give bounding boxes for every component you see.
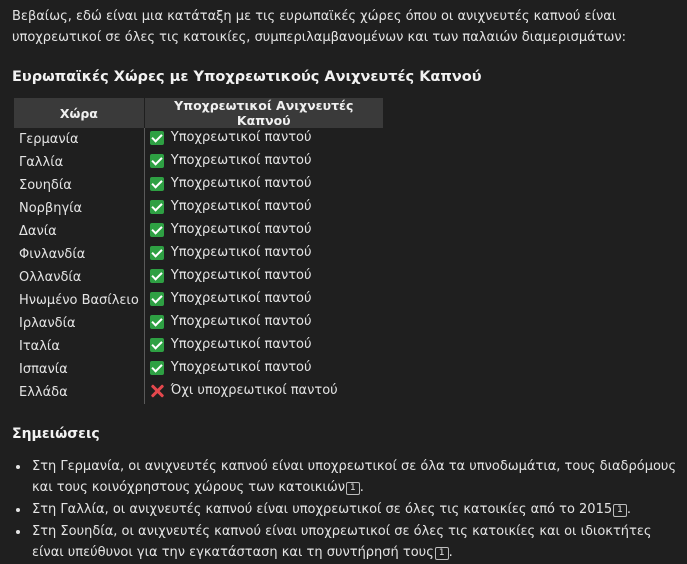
- table-row: [14, 243, 383, 266]
- notes-title: Σημειώσεις: [12, 426, 100, 442]
- country-cell: Ολλανδία: [14, 266, 144, 289]
- table-row: [14, 335, 383, 358]
- status-value: [150, 222, 312, 237]
- country-cell: Ισπανία: [14, 358, 144, 381]
- status-text: Υποχρεωτικοί παντού: [170, 130, 312, 146]
- status-text: Υποχρεωτικοί παντού: [170, 314, 312, 330]
- status-cell: [144, 289, 383, 312]
- status-value: [150, 245, 312, 260]
- status-cell: [144, 381, 383, 404]
- check-icon: [150, 315, 164, 329]
- check-icon: [150, 269, 164, 283]
- check-icon: [150, 200, 164, 214]
- footnote-ref[interactable]: 1: [435, 547, 449, 560]
- status-cell: [144, 312, 383, 335]
- header-status: Υποχρεωτικοί Ανιχνευτές Καπνού: [144, 98, 383, 128]
- table-row: [14, 128, 383, 151]
- note-text: Στη Σουηδία, οι ανιχνευτές καπνού είναι υποχρεωτικοί σε όλες τις κατοικίες και οι ιδιοκτήτες είναι υπεύθυνοι για την εγκατάσταση και τη συντήρησή τους: [32, 524, 652, 560]
- status-value: [150, 291, 312, 306]
- table-row: [14, 381, 383, 404]
- status-value: [150, 383, 338, 398]
- status-cell: [144, 243, 383, 266]
- check-icon: [150, 292, 164, 306]
- country-cell: Ηνωμένο Βασίλειο: [14, 289, 144, 312]
- country-cell: Γαλλία: [14, 151, 144, 174]
- status-text: Υποχρεωτικοί παντού: [170, 291, 312, 307]
- note-item: • Στη Γερμανία, οι ανιχνευτές καπνού είναι υποχρεωτικοί σε όλα τα υπνοδωμάτια, τους διαδρόμους και τους κοινόχρηστους χώρους των κατοικιών 1 .: [30, 456, 680, 498]
- status-cell: [144, 174, 383, 197]
- table-row: [14, 312, 383, 335]
- check-icon: [150, 223, 164, 237]
- check-icon: [150, 361, 164, 375]
- table-row: [14, 358, 383, 381]
- country-cell: Γερμανία: [14, 128, 144, 151]
- countries-table: [14, 98, 383, 404]
- note-text: Στη Γερμανία, οι ανιχνευτές καπνού είναι υποχρεωτικοί σε όλα τα υπνοδωμάτια, τους διαδρόμους και τους κοινόχρηστους χώρους των κατοικιών: [32, 459, 677, 495]
- status-text: Υποχρεωτικοί παντού: [170, 222, 312, 238]
- status-value: [150, 176, 312, 191]
- check-icon: [150, 131, 164, 145]
- table-header-row: [14, 98, 383, 128]
- country-cell: Ιρλανδία: [14, 312, 144, 335]
- status-value: [150, 130, 312, 145]
- table-row: [14, 197, 383, 220]
- status-text: Υποχρεωτικοί παντού: [170, 176, 312, 192]
- note-item: • Στη Γαλλία, οι ανιχνευτές καπνού είναι υποχρεωτικοί σε όλες τις κατοικίες από το 2015 1 .: [30, 499, 680, 520]
- footnote-ref[interactable]: 1: [613, 504, 627, 517]
- cross-icon: [150, 384, 164, 398]
- check-icon: [150, 154, 164, 168]
- country-cell: Σουηδία: [14, 174, 144, 197]
- status-cell: [144, 220, 383, 243]
- status-text: Υποχρεωτικοί παντού: [170, 360, 312, 376]
- table-row: [14, 266, 383, 289]
- status-value: [150, 153, 312, 168]
- note-text: Στη Γαλλία, οι ανιχνευτές καπνού είναι υποχρεωτικοί σε όλες τις κατοικίες από το 2015: [32, 502, 613, 517]
- country-cell: Δανία: [14, 220, 144, 243]
- notes-list: [12, 456, 680, 563]
- status-cell: [144, 335, 383, 358]
- table-row: [14, 289, 383, 312]
- status-cell: [144, 266, 383, 289]
- country-cell: Νορβηγία: [14, 197, 144, 220]
- status-text: Υποχρεωτικοί παντού: [170, 153, 312, 169]
- check-icon: [150, 177, 164, 191]
- country-cell: Ιταλία: [14, 335, 144, 358]
- header-country: Χώρα: [14, 98, 144, 128]
- country-cell: Ελλάδα: [14, 381, 144, 404]
- status-text: Υποχρεωτικοί παντού: [170, 268, 312, 284]
- check-icon: [150, 246, 164, 260]
- status-text: Υποχρεωτικοί παντού: [170, 245, 312, 261]
- status-cell: [144, 358, 383, 381]
- status-cell: [144, 151, 383, 174]
- table-row: [14, 220, 383, 243]
- table-row: [14, 174, 383, 197]
- status-text: Υποχρεωτικοί παντού: [170, 199, 312, 215]
- note-item: • Στη Σουηδία, οι ανιχνευτές καπνού είναι υποχρεωτικοί σε όλες τις κατοικίες και οι ιδιοκτήτες είναι υπεύθυνοι για την εγκατάσταση και τη συντήρησή τους 1 .: [30, 521, 680, 563]
- intro-text: Βεβαίως, εδώ είναι μια κατάταξη με τις ευρωπαϊκές χώρες όπου οι ανιχνευτές καπνού είναι υποχρεωτικοί σε όλες τις κατοικίες, συμπεριλαμβανομένων και των παλαιών διαμερισμάτων:: [12, 9, 627, 45]
- check-icon: [150, 338, 164, 352]
- status-text: Όχι υποχρεωτικοί παντού: [170, 383, 338, 399]
- status-cell: [144, 197, 383, 220]
- status-cell: [144, 128, 383, 151]
- status-value: [150, 314, 312, 329]
- status-text: Υποχρεωτικοί παντού: [170, 337, 312, 353]
- status-value: [150, 268, 312, 283]
- chat-message: [12, 6, 680, 564]
- table-title: Ευρωπαϊκές Χώρες με Υποχρεωτικούς Ανιχνευτές Καπνού: [12, 69, 482, 85]
- status-value: [150, 337, 312, 352]
- footnote-ref[interactable]: 1: [346, 482, 360, 495]
- table-row: [14, 151, 383, 174]
- status-value: [150, 199, 312, 214]
- status-value: [150, 360, 312, 375]
- country-cell: Φινλανδία: [14, 243, 144, 266]
